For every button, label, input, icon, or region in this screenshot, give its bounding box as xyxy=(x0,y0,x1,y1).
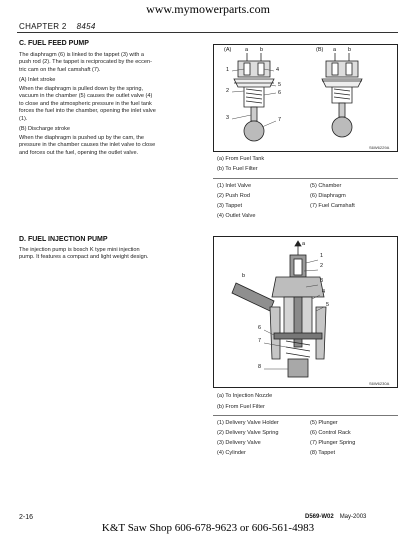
callout-5: 5 xyxy=(278,82,282,88)
inlet-stroke-text xyxy=(19,86,199,123)
fuel-feed-pump-diagram xyxy=(214,45,397,151)
text-line: When the diaphragm is pushed up by the cam, the xyxy=(19,135,145,141)
legend-separator xyxy=(213,415,398,416)
text-line: The diaphragm (6) is linked to the tappet (3) with a xyxy=(19,52,144,58)
callout-4: 4 xyxy=(276,67,280,73)
legend-item: (7) Fuel Camshaft xyxy=(310,203,355,209)
legend-item: (3) Delivery Valve xyxy=(217,440,261,446)
legend-item: (2) Delivery Valve Spring xyxy=(217,430,279,436)
text-line: (1). xyxy=(19,115,28,122)
callout-3: 3 xyxy=(226,115,230,121)
shop-contact: K&T Saw Shop 606-678-9623 or 606-561-4983 xyxy=(101,522,315,534)
callout-4: 4 xyxy=(322,289,326,295)
callout-6: 6 xyxy=(278,90,282,96)
callout-5: 5 xyxy=(326,302,330,308)
discharge-stroke-title: (B) Discharge stroke xyxy=(19,126,70,132)
text-line: forces the fuel into the chamber, opening the inlet valve xyxy=(19,108,156,115)
document-code xyxy=(305,514,366,520)
fuel-injection-intro xyxy=(19,247,199,262)
figure-label-b: (B) xyxy=(316,47,324,53)
legend-item: (1) Inlet Valve xyxy=(217,183,252,189)
fuel-feed-pump-heading: C. FUEL FEED PUMP xyxy=(19,40,89,47)
callout-b: b xyxy=(242,273,246,279)
legend-item: (6) Diaphragm xyxy=(310,193,346,199)
callout-1: 1 xyxy=(226,67,230,73)
legend-item: (4) Cylinder xyxy=(217,450,246,456)
callout-b: b xyxy=(260,47,264,53)
legend-item: (6) Control Rack xyxy=(310,430,351,436)
callout-2: 2 xyxy=(226,88,230,94)
text-line: tric cam on the fuel camshaft (7). xyxy=(19,66,101,73)
fuel-feed-pump-figure xyxy=(213,44,398,152)
fuel-feed-intro xyxy=(19,52,199,74)
doc-date: May-2003 xyxy=(339,514,367,520)
legend-item: (4) Outlet Valve xyxy=(217,213,256,219)
text-line: to close and the atmospheric pressure in the fuel tank xyxy=(19,100,152,107)
discharge-stroke-text xyxy=(19,135,199,157)
legend-item: (1) Delivery Valve Holder xyxy=(217,420,279,426)
fig2-legend-b: (b) From Fuel Filter xyxy=(217,404,265,410)
fuel-injection-pump-figure xyxy=(213,236,398,388)
header-rule xyxy=(17,32,398,33)
callout-b: b xyxy=(348,47,352,53)
callout-3: 3 xyxy=(320,278,324,284)
site-url[interactable]: www.mymowerparts.com xyxy=(146,2,270,16)
callout-1: 1 xyxy=(320,253,324,259)
fig2-legend-a: (a) To Injection Nozzle xyxy=(217,393,273,399)
callout-a: a xyxy=(245,47,249,53)
inlet-stroke-title: (A) Inlet stroke xyxy=(19,77,56,83)
legend-item: (5) Chamber xyxy=(310,183,342,189)
legend-item: (3) Tappet xyxy=(217,203,243,209)
text-line: push rod (2). The tappet is reciprocated by the eccen- xyxy=(19,59,152,66)
legend-separator xyxy=(213,178,398,179)
text-line: and forces out the fuel, opening the outlet valve. xyxy=(19,149,139,156)
chapter-label: CHAPTER 2 xyxy=(19,22,67,31)
callout-8: 8 xyxy=(258,364,262,370)
fuel-injection-pump-heading: D. FUEL INJECTION PUMP xyxy=(19,236,108,243)
text-line: vacuum in the chamber (5) causes the outlet valve (4) xyxy=(19,93,153,100)
fig1-legend-a: (a) From Fuel Tank xyxy=(217,156,265,162)
doc-code: D569-W02 xyxy=(305,514,334,520)
callout-7: 7 xyxy=(278,117,282,123)
text-line: When the diaphragm is pulled down by the spring, xyxy=(19,86,144,92)
callout-2: 2 xyxy=(320,263,324,269)
legend-item: (5) Plunger xyxy=(310,420,338,426)
text-line: The injection pump is bosch K type mini injection xyxy=(19,247,140,253)
legend-item: (7) Plunger Spring xyxy=(310,440,356,446)
figure-code: S6W6229A xyxy=(369,145,390,150)
page-number: 2-16 xyxy=(19,514,34,521)
text-line: pump. It features a compact and light weight design. xyxy=(19,254,149,261)
fig1-legend-b: (b) To Fuel Filter xyxy=(217,166,258,172)
legend-item: (8) Tappet xyxy=(310,450,336,456)
text-line: pressure in the chamber causes the inlet valve to close xyxy=(19,142,156,149)
chapter-header xyxy=(19,22,96,31)
chapter-model: 8454 xyxy=(76,22,96,31)
fuel-injection-pump-diagram xyxy=(214,237,397,387)
callout-7: 7 xyxy=(258,338,262,344)
figure-label-a: (A) xyxy=(224,47,232,53)
legend-item: (2) Push Rod xyxy=(217,193,250,199)
figure-code: S6W6230A xyxy=(369,381,390,386)
callout-a: a xyxy=(302,241,306,247)
callout-6: 6 xyxy=(258,325,262,331)
callout-a: a xyxy=(333,47,337,53)
